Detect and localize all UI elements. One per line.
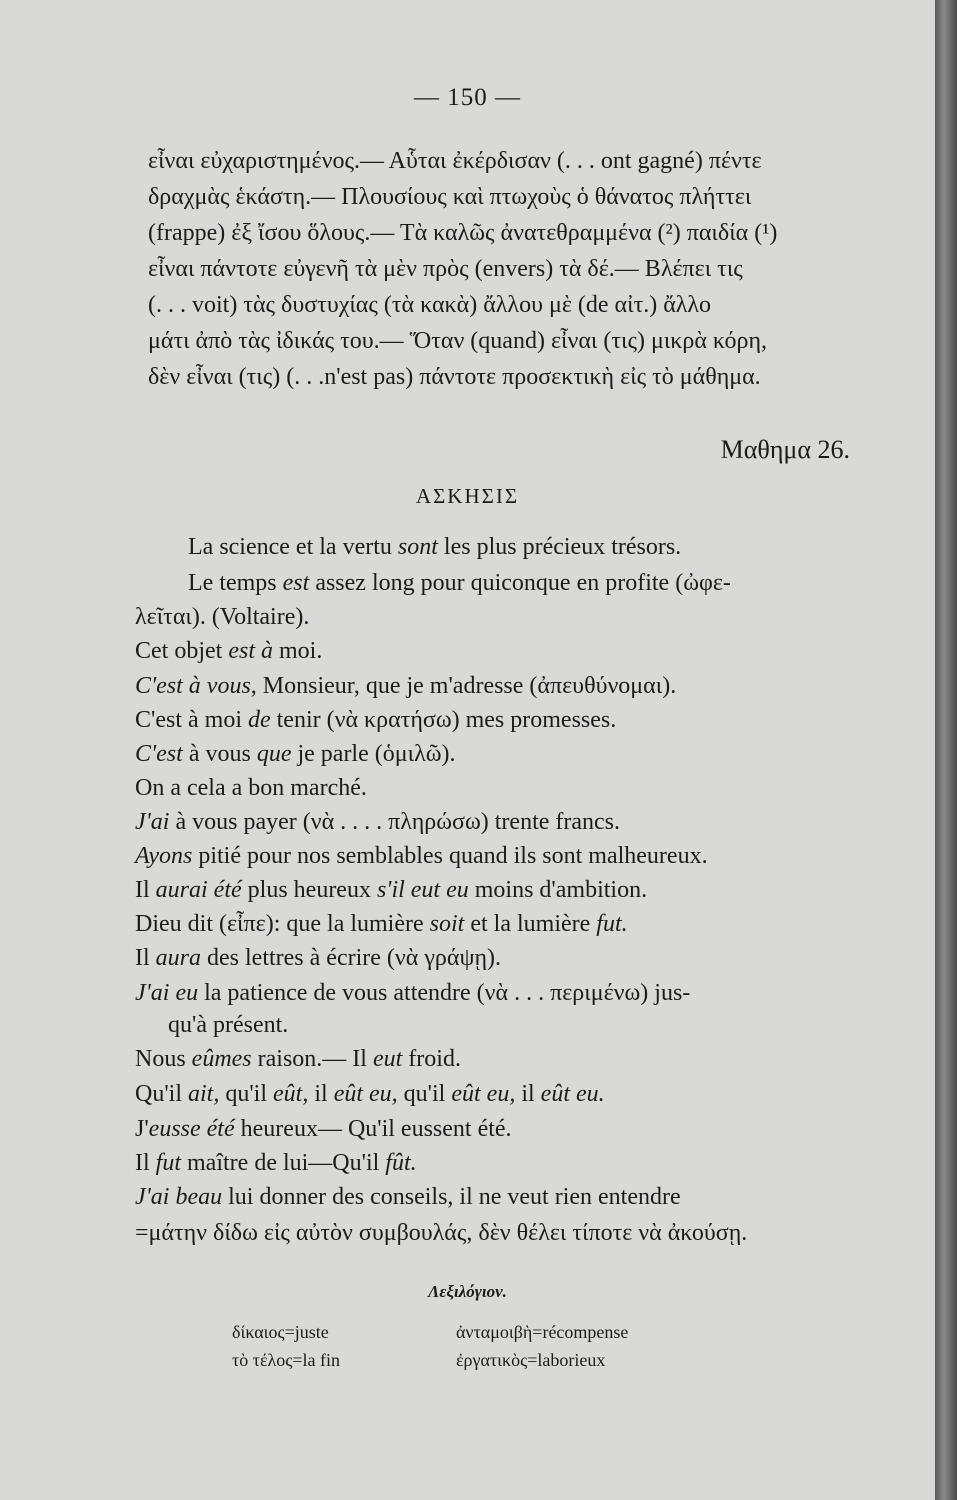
text: tenir (νὰ κρατήσω) mes promesses.	[270, 707, 617, 733]
text: Qu'il	[135, 1081, 188, 1107]
exercise-line	[135, 1116, 512, 1143]
text: les plus précieux trésors.	[437, 534, 682, 560]
text: pitié pour nos semblables quand ils sont malheureux.	[192, 843, 708, 869]
verb: eûmes	[191, 1046, 252, 1072]
text: Il	[135, 945, 156, 971]
text: Nous	[135, 1046, 192, 1072]
verb: que	[256, 741, 292, 767]
exercise-line	[135, 673, 676, 700]
text: à vous payer (νὰ . . . . πληρώσω) trente francs.	[169, 809, 621, 835]
text: moins d'ambition.	[468, 877, 648, 903]
text-line: δὲν εἶναι (τις) (. . .n'est pas) πάντοτε προσεκτικὴ εἰς τὸ μάθημα.	[148, 364, 761, 390]
text: moi.	[273, 638, 323, 664]
text: La science et la vertu	[188, 534, 398, 560]
exercise-line	[135, 638, 322, 665]
text-line: (. . . voit) τὰς δυστυχίας (τὰ κακὰ) ἄλλου μὲ (de αἰτ.) ἄλλο	[148, 292, 712, 318]
text: Dieu dit (εἶπε): que la lumière	[135, 911, 430, 937]
exercise-line	[188, 570, 731, 597]
verb: J'ai	[135, 809, 170, 835]
text: Il	[135, 1150, 156, 1176]
verb: eût eu.	[540, 1081, 605, 1107]
exercise-line: λεῖται). (Voltaire).	[135, 604, 310, 630]
text: Il	[135, 877, 156, 903]
text-line: δραχμὰς ἑκάστη.— Πλουσίους καὶ πτωχοὺς ὁ θάνατος πλήττει	[148, 184, 752, 210]
verb: eût eu,	[451, 1081, 516, 1107]
exercise-line	[135, 877, 647, 904]
exercise-line	[135, 809, 620, 836]
verb: fut	[155, 1150, 182, 1176]
exercise-line	[135, 1046, 461, 1073]
text-line: μάτι ἀπὸ τὰς ἰδικάς του.— Ὅταν (quand) εἶναι (τις) μικρὰ κόρη,	[148, 328, 768, 354]
verb: ait,	[188, 1081, 220, 1107]
text: maître de lui—Qu'il	[181, 1150, 386, 1176]
text: qu'il	[397, 1081, 452, 1107]
exercise-line	[135, 1184, 681, 1211]
text-line: εἶναι πάντοτε εὐγενῆ τὰ μὲν πρὸς (envers) τὰ δέ.— Βλέπει τις	[148, 256, 743, 282]
exercise-line: On a cela a bon marché.	[135, 775, 367, 801]
text: heureux— Qu'il eussent été.	[234, 1116, 512, 1142]
vocabulary-entry: τὸ τέλος=la fin	[232, 1350, 341, 1370]
vocabulary-entry: ἀνταμοιβὴ=récompense	[456, 1322, 629, 1342]
exercise-line	[135, 1081, 605, 1108]
text: il	[308, 1081, 334, 1107]
text-line: εἶναι εὐχαριστημένος.— Αὗται ἐκέρδισαν (. . . ont gagné) πέντε	[148, 148, 762, 174]
text-line: (frappe) ἐξ ἴσου ὅλους.— Τὰ καλῶς ἀνατεθραμμένα (²) παιδία (¹)	[148, 220, 778, 246]
text: froid.	[402, 1046, 461, 1072]
text: , Monsieur, que je m'adresse (ἀπευθύνομαι).	[250, 673, 677, 699]
verb: eût,	[273, 1081, 309, 1107]
text: assez long pour quiconque en profite (ὠφε-	[309, 570, 731, 596]
verb: J'ai eu	[135, 980, 199, 1006]
vocabulary-title: Λεξιλόγιον.	[428, 1282, 507, 1301]
exercise-line	[135, 945, 501, 972]
exercise-line	[135, 707, 616, 734]
text: qu'il	[219, 1081, 274, 1107]
text: à vous	[182, 741, 257, 767]
text: lui donner des conseils, il ne veut rien entendre	[222, 1184, 681, 1210]
exercise-line: =μάτην δίδω εἰς αὐτὸν συμβουλάς, δὲν θέλει τίποτε νὰ ἀκούσῃ.	[135, 1220, 748, 1246]
text: Cet objet	[135, 638, 229, 664]
text: raison.— Il	[251, 1046, 373, 1072]
vocabulary-entry: δίκαιος=juste	[232, 1322, 329, 1342]
text: des lettres à écrire (νὰ γράψῃ).	[201, 945, 502, 971]
text: il	[515, 1081, 541, 1107]
vocabulary-entry: ἐργατικὸς=laborieux	[456, 1350, 606, 1370]
text: C'est à moi	[135, 707, 248, 733]
exercise-line	[135, 1150, 417, 1177]
verb: est	[282, 570, 310, 596]
lesson-title: Μαθημα 26.	[720, 435, 850, 464]
exercise-line: qu'à présent.	[168, 1012, 289, 1038]
verb: eut	[372, 1046, 403, 1072]
page-number: — 150 —	[414, 84, 521, 111]
verb: soit	[429, 911, 465, 937]
verb: C'est	[135, 741, 183, 767]
verb: fût.	[385, 1150, 417, 1176]
exercise-line	[135, 980, 690, 1007]
verb: Ayons	[135, 843, 193, 869]
verb: aurai été	[155, 877, 242, 903]
text: je parle (ὁμιλῶ).	[291, 741, 456, 767]
verb: C'est à vous	[135, 673, 251, 699]
verb: J'ai beau	[135, 1184, 223, 1210]
text: la patience de vous attendre (νὰ . . . περιμένω) jus-	[198, 980, 691, 1006]
verb: aura	[155, 945, 202, 971]
exercise-heading: ΑΣΚΗΣΙΣ	[415, 484, 520, 508]
verb: est à	[228, 638, 273, 664]
text: et la lumière	[464, 911, 597, 937]
text: plus heureux	[241, 877, 377, 903]
exercise-line	[135, 843, 708, 870]
exercise-line	[188, 534, 681, 561]
verb: eusse été	[148, 1116, 235, 1142]
text: Le temps	[188, 570, 283, 596]
exercise-line	[135, 911, 628, 938]
page-edge	[935, 0, 957, 1500]
verb: s'il eut eu	[376, 877, 469, 903]
text: J'	[135, 1116, 149, 1142]
verb: sont	[397, 534, 438, 560]
exercise-line	[135, 741, 456, 768]
verb: eût eu,	[333, 1081, 398, 1107]
verb: fut.	[596, 911, 628, 937]
verb: de	[247, 707, 271, 733]
